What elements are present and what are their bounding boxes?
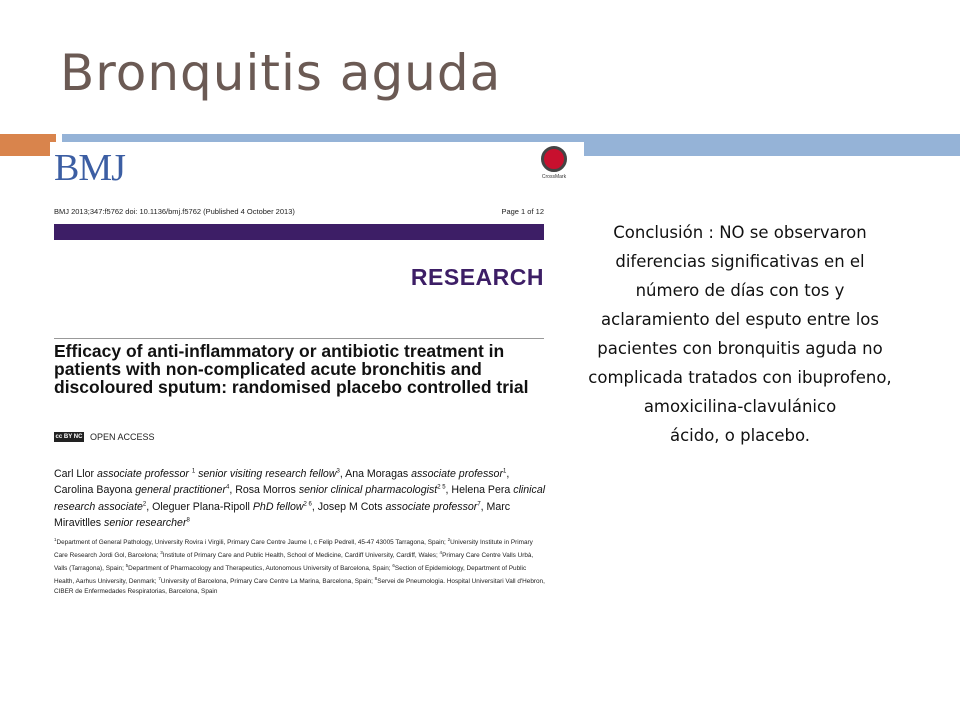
author: Ana Moragas associate professor$^1$, <box>345 467 510 480</box>
conclusion-text <box>556 218 924 450</box>
open-access-label: OPEN ACCESS <box>90 432 155 442</box>
affiliation: $^3$Institute of Primary Care and Public Health, School of Medicine, Cardiff University, Cardiff, Wales; <box>160 549 438 560</box>
author: Carolina Bayona general practitioner$^4$, <box>54 484 236 497</box>
conclusion-line: número de días con tos y <box>635 281 845 300</box>
affiliation: $^6$Section of Epidemiology, Department of Public Health, Aarhus University, Denmark; <box>54 562 527 585</box>
open-access-row <box>54 431 155 443</box>
author: Rosa Morros senior clinical pharmacologist$^{2 5}$, <box>235 484 452 497</box>
conclusion-line: Conclusión : NO se observaron <box>613 223 867 242</box>
conclusion-line: complicada tratados con ibuprofeno, <box>588 368 892 387</box>
crossmark-label: CrossMark <box>541 174 567 180</box>
author: Helena Pera clinical research associate$^2$, <box>54 484 546 513</box>
author-list <box>54 464 548 530</box>
author: Josep M Cots associate professor$^7$, <box>317 500 487 513</box>
affiliation: $^8$Servei de Pneumologia. Hospital Universitari Vall d'Hebron, CIBER de Enfermedades Respiratorias, Barcelona, Spain <box>54 575 545 595</box>
header-band <box>54 224 544 240</box>
accent-bar-orange <box>0 134 56 156</box>
title-divider <box>54 338 544 339</box>
crossmark-icon <box>534 146 574 186</box>
paper-screenshot <box>50 142 584 620</box>
page-indicator: Page 1 of 12 <box>501 207 544 216</box>
conclusion-line: diferencias significativas en el <box>615 252 865 271</box>
affiliation: $^4$Primary Care Centre Valls Urbà, Valls (Tarragona), Spain; <box>54 549 534 572</box>
author: Carl Llor associate professor $^1$ senior visiting research fellow$^3$, <box>54 467 346 480</box>
author: Marc Miravitlles senior researcher$^8$ <box>54 500 511 530</box>
affiliation: $^7$University of Barcelona, Primary Care Centre La Marina, Barcelona, Spain; <box>158 575 373 585</box>
affiliation: $^1$Department of General Pathology, University Rovira i Virgili, Primary Care Centre Jaume I, c Felip Pedrell, 45-47 43005 Tarragona, Spain; <box>54 537 446 547</box>
conclusion-line: aclaramiento del esputo entre los <box>601 310 879 329</box>
conclusion-line: ácido, o placebo. <box>669 426 811 445</box>
cc-license-icon: cc BY NC <box>55 434 83 440</box>
conclusion-line: amoxicilina-clavulánico <box>643 397 837 416</box>
journal-logo: BMJ <box>54 147 125 189</box>
crossmark-circle <box>541 146 567 172</box>
affiliation: $^2$University Institute in Primary Care Research Jordi Gol, Barcelona; <box>54 537 533 560</box>
affiliation-list <box>54 535 548 596</box>
citation-line: BMJ 2013;347:f5762 doi: 10.1136/bmj.f5762 (Published 4 October 2013) <box>54 207 295 216</box>
author: Oleguer Plana-Ripoll PhD fellow$^{2 6}$, <box>152 500 318 513</box>
section-label: RESEARCH <box>410 264 544 290</box>
article-title: Efficacy of anti-inflammatory or antibiotic treatment in patients with non-complicated acute bronchitis and discoloured sputum: randomised placebo controlled trial <box>54 341 529 397</box>
slide-title: Bronquitis aguda <box>60 44 502 102</box>
affiliation: $^5$Department of Pharmacology and Therapeutics, Autonomous University of Barcelona, Spain; <box>125 562 391 572</box>
conclusion-line: pacientes con bronquitis aguda no <box>597 339 883 358</box>
